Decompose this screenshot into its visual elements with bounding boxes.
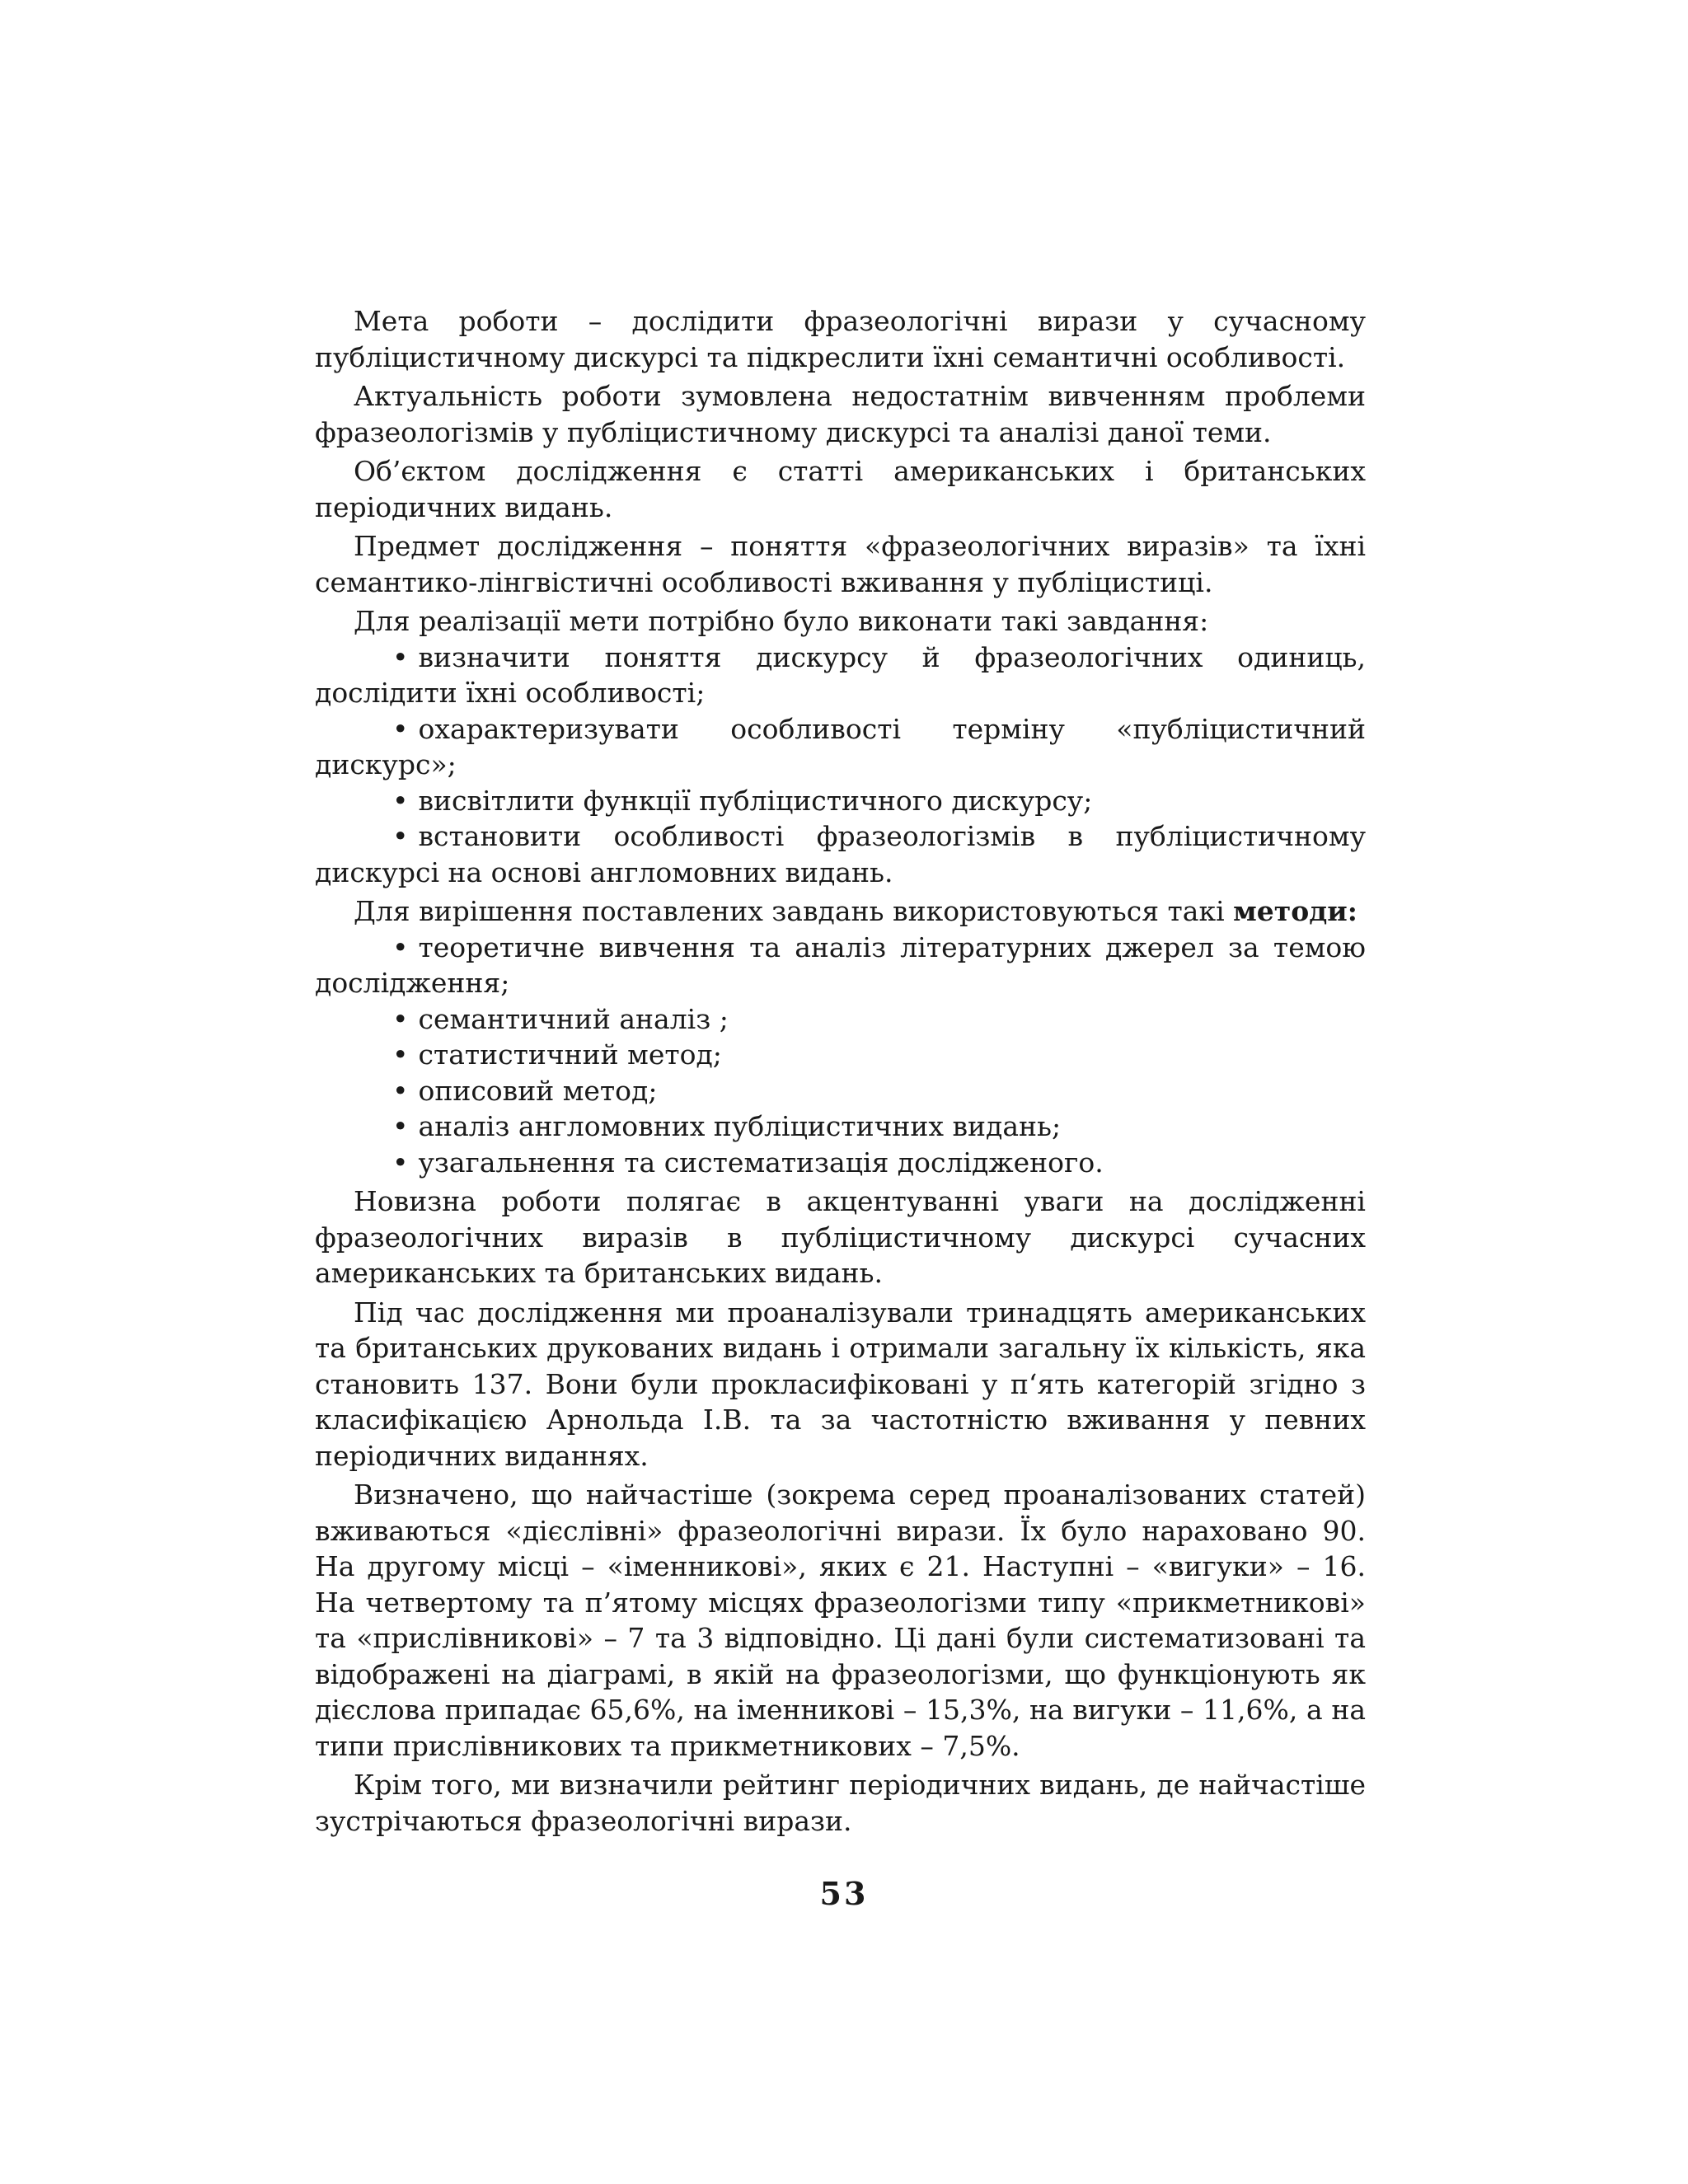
paragraph-aim: Мета роботи – дослідити фразеологічні вирази у сучасному публіцистичному дискурсі та підкреслити їхні семантичні особливості. bbox=[315, 305, 1366, 373]
list-item-text: описовий метод; bbox=[418, 1074, 658, 1107]
list-item-text: визначити поняття дискурсу й фразеологічних одиниць, дослідити їхні особливості; bbox=[315, 640, 1366, 709]
list-item-text: аналіз англомовних публіцистичних видань; bbox=[418, 1110, 1062, 1142]
tasks-list bbox=[315, 640, 1366, 891]
list-item bbox=[315, 1108, 1366, 1145]
list-item-text: висвітлити функції публіцистичного дискурсу; bbox=[418, 784, 1093, 817]
list-item-text: узагальнення та систематизація дослідженого. bbox=[418, 1146, 1104, 1179]
paragraph-subject: Предмет дослідження – поняття «фразеологічних виразів» та їхні семантико-лінгвістичні особливості вживання у публіцистиці. bbox=[315, 530, 1366, 598]
list-item bbox=[315, 1037, 1366, 1073]
bullet-icon: • bbox=[392, 1038, 409, 1071]
list-item-text: семантичний аналіз ; bbox=[418, 1002, 729, 1035]
methods-intro-text: Для вирішення поставлених завдань використовуються такі bbox=[354, 895, 1234, 927]
bullet-icon: • bbox=[392, 640, 409, 673]
paragraph-novelty: Новизна роботи полягає в акцентуванні уваги на дослідженні фразеологічних виразів в публіцистичному дискурсі сучасних американських та британських видань. bbox=[315, 1185, 1366, 1289]
paragraph-results: Визначено, що найчастіше (зокрема серед проаналізованих статей) вживаються «дієслівні» фразеологічні вирази. Їх було нараховано 90. На другому місці – «іменникові», яких є 21. Наступні – «вигуки» – 16. На четвертому та п’ятому місцях фразеологізми типу «прикметникові» та «прислівникові» – 7 та 3 відповідно. Ці дані були систематизовані та відображені на діаграмі, в якій на фразеологізми, що функціонують як дієслова припадає 65,6%, на іменникові – 15,3%, на вигуки – 11,6%, а на типи прислівникових та прикметникових – 7,5%. bbox=[315, 1479, 1366, 1762]
list-item-text: встановити особливості фразеологізмів в публіцистичному дискурсі на основі англомовних видань. bbox=[315, 820, 1366, 888]
paragraph-research: Під час дослідження ми проаналізували тринадцять американських та британських друкованих видань і отримали загальну їх кількість, яка становить 137. Вони були прокласифіковані у п‘ять категорій згідно з класифікацією Арнольда І.В. та за частотністю вживання у певних періодичних виданнях. bbox=[315, 1296, 1366, 1472]
bullet-icon: • bbox=[392, 820, 409, 852]
list-item bbox=[315, 640, 1366, 711]
methods-label: методи: bbox=[1233, 895, 1357, 927]
list-item bbox=[315, 1073, 1366, 1109]
bullet-icon: • bbox=[392, 1002, 409, 1035]
list-item bbox=[315, 1001, 1366, 1038]
list-item bbox=[315, 1145, 1366, 1181]
bullet-icon: • bbox=[392, 930, 409, 963]
bullet-icon: • bbox=[392, 1146, 409, 1179]
bullet-icon: • bbox=[392, 1110, 409, 1142]
list-item-text: теоретичне вивчення та аналіз літературних джерел за темою дослідження; bbox=[315, 930, 1366, 999]
paragraph-tasks-intro: Для реалізації мети потрібно було виконати такі завдання: bbox=[354, 605, 1209, 637]
list-item-text: охарактеризувати особливості терміну «публіцистичний дискурс»; bbox=[315, 712, 1366, 780]
paragraph-relevance: Актуальність роботи зумовлена недостатнім вивченням проблеми фразеологізмів у публіцистичному дискурсі та аналізі даної теми. bbox=[315, 380, 1366, 448]
bullet-icon: • bbox=[392, 712, 409, 745]
page-body bbox=[315, 303, 1366, 1842]
paragraph-rating: Крім того, ми визначили рейтинг періодичних видань, де найчастіше зустрічаються фразеологічні вирази. bbox=[315, 1769, 1366, 1837]
list-item bbox=[315, 818, 1366, 890]
paragraph-object: Об’єктом дослідження є статті американських і британських періодичних видань. bbox=[315, 455, 1366, 523]
page-number: 53 bbox=[819, 1875, 869, 1912]
paragraph-methods-intro bbox=[315, 893, 1366, 930]
methods-list bbox=[315, 930, 1366, 1181]
bullet-icon: • bbox=[392, 1074, 409, 1107]
list-item bbox=[315, 930, 1366, 1001]
list-item-text: статистичний метод; bbox=[418, 1038, 722, 1071]
bullet-icon: • bbox=[392, 784, 409, 817]
list-item bbox=[315, 783, 1366, 819]
list-item bbox=[315, 711, 1366, 783]
